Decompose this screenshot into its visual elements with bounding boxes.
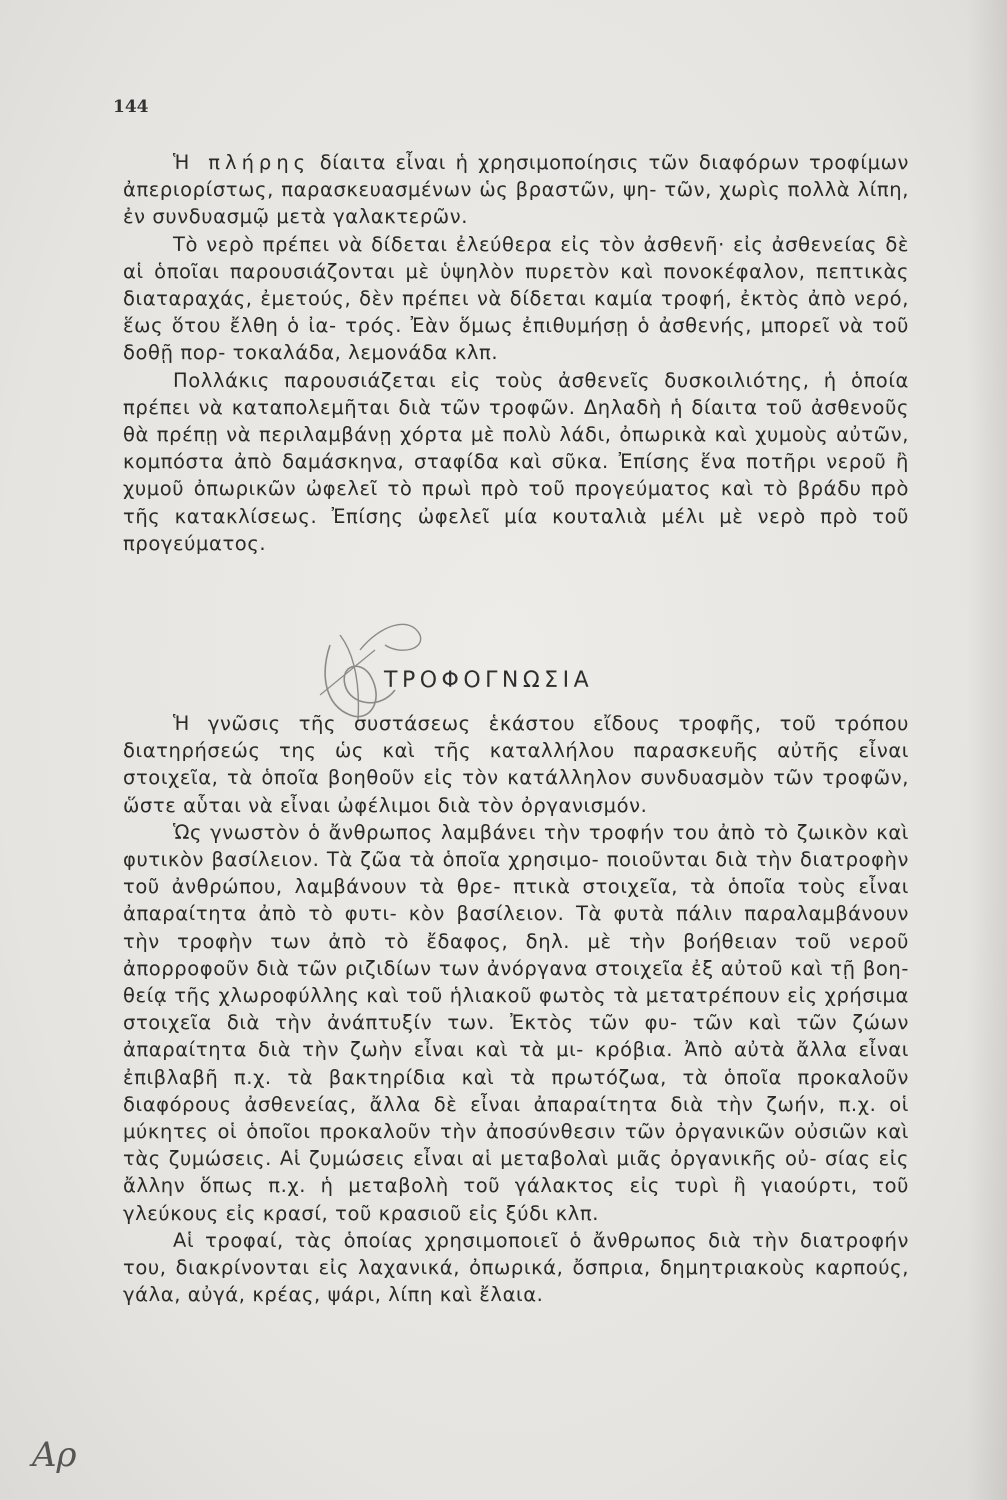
page-number: 144 — [113, 97, 149, 117]
paragraph-food-categories: Αἱ τροφαί, τὰς ὁποίας χρησιμοποιεῖ ὁ ἄνθρωπος διὰ τὴν διατροφήν του, διακρίνονται εἰς λαχανικά, ὀπωρικά, ὄσπρια, δημητριακοὺς καρπούς, γάλα, αὐγά, κρέας, ψάρι, λίπη καὶ ἔλαια. — [123, 1228, 909, 1307]
emphasized-term: Ἡ πλήρης — [173, 151, 311, 174]
text-section-diet — [123, 149, 909, 557]
margin-note-text: Αρ — [32, 1435, 77, 1475]
paragraph-text: δίαιτα εἶναι ἡ χρησιμοποίησις τῶν διαφόρων τροφίμων ἀπεριορίστως, παρασκευασμένων ὡς βραστῶν, ψη- τῶν, χωρὶς πολλὰ λίπη, ἐν συνδυασμῷ μετὰ γαλακτερῶν. — [123, 151, 909, 229]
paragraph-full-diet — [123, 149, 909, 231]
section-heading: ΤΡΟΦΟΓΝΩΣΙΑ — [384, 668, 594, 693]
paragraph-kingdoms: Ὡς γνωστὸν ὁ ἄνθρωπος λαμβάνει τὴν τροφήν του ἀπὸ τὸ ζωικὸν καὶ φυτικὸν βασίλειον. Τὰ ζῶα τὰ ὁποῖα χρησιμο- ποιοῦνται διὰ τὴν διατροφὴν τοῦ ἀνθρώπου, λαμβάνουν τὰ θρε- πτικὰ στοιχεῖα, τὰ ὁποῖα τοὺς εἶναι ἀπαραίτητα ἀπὸ τὸ φυτι- κὸν βασίλειον. Τὰ φυτὰ πάλιν παραλαμβάνουν τὴν τροφὴν των ἀπὸ τὸ ἔδαφος, δηλ. μὲ τὴν βοήθειαν τοῦ νεροῦ ἀπορροφοῦν διὰ τῶν ριζιδίων των ἀνόργανα στοιχεῖα ἐξ αὐτοῦ καὶ τῇ βοη- θείᾳ τῆς χλωροφύλλης καὶ τοῦ ἡλιακοῦ φωτὸς τὰ μετατρέπουν εἰς χρήσιμα στοιχεῖα διὰ τὴν ἀνάπτυξίν των. Ἐκτὸς τῶν φυ- τῶν καὶ τῶν ζώων ἀπαραίτητα διὰ τὴν ζωὴν εἶναι καὶ τὰ μι- κρόβια. Ἀπὸ αὐτὰ ἄλλα εἶναι ἐπιβλαβῆ π.χ. τὰ βακτηρίδια καὶ τὰ πρωτόζωα, τὰ ὁποῖα προκαλοῦν διαφόρους ἀσθενείας, ἄλλα δὲ εἶναι ἀπαραίτητα διὰ τὴν ζωήν, π.χ. οἱ μύκητες οἱ ὁποῖοι προκαλοῦν τὴν ἀποσύνθεσιν τῶν ὀργανικῶν οὐσιῶν καὶ τὰς ζυμώσεις. Αἱ ζυμώσεις εἶναι αἱ μεταβολαὶ μιᾶς ὀργανικῆς οὐ- σίας εἰς ἄλλην ὅπως π.χ. ἡ μεταβολὴ τοῦ γάλακτος εἰς τυρὶ ἢ γιαούρτι, τοῦ γλεύκους εἰς κρασί, τοῦ κρασιοῦ εἰς ξύδι κλπ. — [123, 820, 909, 1225]
handwritten-margin-note — [28, 1420, 98, 1480]
paragraph-knowledge: Ἡ γνῶσις τῆς συστάσεως ἑκάστου εἴδους τροφῆς, τοῦ τρόπου διατηρήσεώς της ὡς καὶ τῆς καταλλήλου παρασκευῆς αὐτῆς εἶναι στοιχεῖα, τὰ ὁποῖα βοηθοῦν εἰς τὸν κατάλληλον συνδυασμὸν τῶν τροφῶν, ὥστε αὗται νὰ εἶναι ὠφέλιμοι διὰ τὸν ὀργανισμόν. — [123, 712, 909, 817]
paragraph-water: Τὸ νερὸ πρέπει νὰ δίδεται ἐλεύθερα εἰς τὸν ἀσθενῆ· εἰς ἀσθενείας δὲ αἱ ὁποῖαι παρουσιάζονται μὲ ὑψηλὸν πυρετὸν καὶ πονοκέφαλον, πεπτικὰς διαταραχάς, ἐμετούς, δὲν πρέπει νὰ δίδεται καμία τροφή, ἐκτὸς ἀπὸ νερό, ἕως ὅτου ἔλθη ὁ ἰα- τρός. Ἐὰν ὅμως ἐπιθυμήσῃ ὁ ἀσθενής, μπορεῖ νὰ τοῦ δοθῇ πορ- τοκαλάδα, λεμονάδα κλπ. — [123, 232, 909, 365]
page-edge-shadow — [967, 0, 1007, 1500]
paragraph-constipation: Πολλάκις παρουσιάζεται εἰς τοὺς ἀσθενεῖς δυσκοιλιότης, ἡ ὁποία πρέπει νὰ καταπολεμῆται διὰ τῶν τροφῶν. Δηλαδὴ ἡ δίαιτα τοῦ ἀσθενοῦς θὰ πρέπῃ νὰ περιλαμβάνῃ χόρτα μὲ πολὺ λάδι, ὀπωρικὰ καὶ χυμοὺς αὐτῶν, κομπόστα ἀπὸ δαμάσκηνα, σταφίδα καὶ σῦκα. Ἐπίσης ἕνα ποτῆρι νεροῦ ἢ χυμοῦ ὀπωρικῶν ὠφελεῖ τὸ πρωὶ πρὸ τοῦ προγεύματος καὶ τὸ βράδυ πρὸ τῆς κατακλίσεως. Ἐπίσης ὠφελεῖ μία κουταλιὰ μέλι μὲ νερὸ πρὸ τοῦ προγεύματος. — [123, 368, 909, 555]
text-section-food-knowledge — [123, 710, 909, 1308]
